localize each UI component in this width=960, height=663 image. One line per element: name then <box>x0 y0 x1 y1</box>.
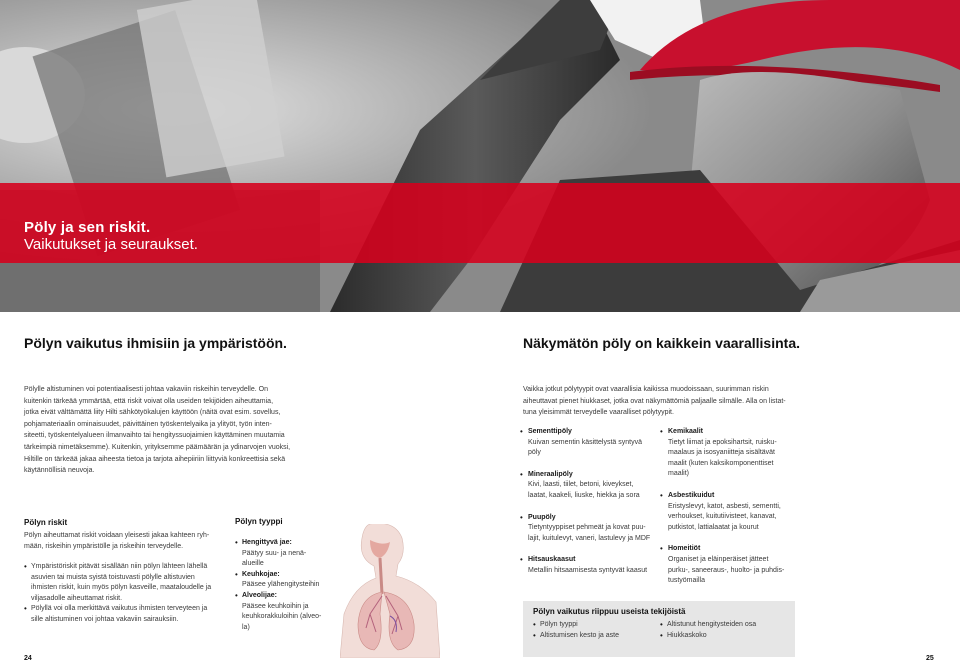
intro-line: Hiltille on tärkeää jakaa aiheesta tietoa ja tarjota aihepiiriin liittyviä konkreettisia sekä <box>24 455 286 463</box>
list-item <box>660 427 810 480</box>
factors-box-title: Pölyn vaikutus riippuu useista tekijöistä <box>533 607 686 616</box>
dust-line: putkistot, lattialaatat ja kourut <box>668 523 759 531</box>
factors-list-right <box>660 620 790 641</box>
dust-line: purku-, saneeraus-, huolto- ja puhdis- <box>668 566 785 574</box>
dust-line: Tietyt liimat ja epoksihartsit, ruisku- <box>668 438 777 446</box>
dust-types-column-2 <box>660 427 810 598</box>
list-item <box>520 427 660 459</box>
hero-photo <box>0 0 960 312</box>
respiratory-anatomy-illustration <box>340 524 440 658</box>
dust-line: tustyömailla <box>668 577 705 585</box>
risks-line: Pölyn aiheuttamat riskit voidaan yleisesti jakaa kahteen ryh- <box>24 532 210 539</box>
dust-line: pöly <box>528 449 541 457</box>
list-item <box>520 555 660 576</box>
intro-line: kuitenkin tärkeää ymmärtää, että riskit voivat olla useiden tekijöiden aiheuttamia, <box>24 397 274 405</box>
bullet-line: sille altistuminen voi johtaa vakaviin sairauksiin. <box>31 615 179 623</box>
intro-line: tuna yleisimmät terveydelle vaaralliset pölytyypit. <box>523 409 674 417</box>
type-line: Päätyy suu- ja nenä- <box>242 549 307 557</box>
type-title: Alveolijae: <box>242 591 278 599</box>
type-line: Pääsee ylähengitysteihin <box>242 581 320 589</box>
right-intro-paragraph <box>523 384 823 419</box>
list-item <box>660 491 810 533</box>
list-item <box>660 544 810 586</box>
dust-line: laatat, kaakeli, liuske, hiekka ja sora <box>528 491 640 499</box>
page-number-left: 24 <box>24 655 32 662</box>
risks-bullet-list <box>24 562 229 626</box>
dust-line: Eristyslevyt, katot, asbesti, sementti, <box>668 502 781 510</box>
dust-line: lajit, kuitulevyt, vaneri, lastulevy ja MDF <box>528 534 651 542</box>
bullet-line: Ympäristöriskit pitävät sisällään niin pölyn lähteen lähellä <box>31 563 208 570</box>
dust-title: • Mineraalipöly <box>528 470 573 478</box>
dust-title: • Homeitiöt <box>668 545 701 553</box>
dust-line: maalit) <box>668 470 690 478</box>
dust-line: maalaus ja isosyaniitteja sisältävät <box>668 449 775 457</box>
dust-line: Tietyntyyppiset pehmeät ja kovat puu- <box>528 524 646 532</box>
banner-subtitle: Vaikutukset ja seuraukset. <box>24 236 198 253</box>
banner-text-block <box>24 220 198 253</box>
type-line: Pääsee keuhkoihin ja <box>242 602 309 610</box>
right-heading: Näkymätön pöly on kaikkein vaarallisinta. <box>523 335 800 351</box>
list-item <box>24 604 229 625</box>
dust-type-list <box>235 538 335 633</box>
intro-line: aiheuttavat pienet hiukkaset, jotka ovat näkymättömiä paljaalle silmälle. Alla on listat- <box>523 397 786 405</box>
risks-paragraph <box>24 531 224 553</box>
types-heading: Pölyn tyyppi <box>235 517 283 526</box>
list-item: • Altistumisen kesto ja aste <box>533 631 653 642</box>
bullet-line: Pölyllä voi olla merkittävä vaikutus ihmisten terveyteen ja <box>31 605 208 613</box>
type-line: la) <box>242 623 250 631</box>
list-item: • Pölyn tyyppi <box>533 620 653 631</box>
list-item: • Hiukkaskoko <box>660 631 790 642</box>
banner-title: Pöly ja sen riskit. <box>24 219 151 236</box>
list-item: • Altistunut hengitysteiden osa <box>660 620 790 631</box>
factors-list-left <box>533 620 653 641</box>
page-number-right: 25 <box>926 655 934 662</box>
worker-photo-illustration <box>0 0 960 312</box>
list-item <box>235 591 335 633</box>
intro-line: Vaikka jotkut pölytyypit ovat vaarallisia kaikissa muodoissaan, suurimman riskin <box>523 386 769 393</box>
list-item <box>235 538 335 570</box>
dust-line: Kuivan sementin käsittelystä syntyvä <box>528 438 642 446</box>
intro-line: Pölylle altistuminen voi potentiaalisesti johtaa vakaviin riskeihin terveydelle. On <box>24 386 268 393</box>
risks-line: mään, riskeihin ympäristölle ja riskeihin terveydelle. <box>24 542 184 550</box>
dust-line: Metallin hitsaamisesta syntyvät kaasut <box>528 566 648 574</box>
bullet-line: asuvien tai muista syistä toistuvasti pölylle altistuvien <box>31 573 195 581</box>
left-heading: Pölyn vaikutus ihmisiin ja ympäristöön. <box>24 335 287 351</box>
dust-line: maalit (kuten kaksikomponenttiset <box>668 459 774 467</box>
bullet-line: ihmisten riskit, kuin myös pölyn kasveille, maataloudelle ja <box>31 584 212 592</box>
dust-line: Organiset ja eläinperäiset jätteet <box>668 555 769 563</box>
type-line: keuhkorakkuloihin (alveo- <box>242 613 322 621</box>
dust-types-column-1 <box>520 427 660 588</box>
dust-line: verhoukset, kuitutiivisteet, kanavat, <box>668 513 777 521</box>
intro-line: pohjamateriaalin ominaisuudet, päivittäinen työskentelyaika ja ylityöt, työn inten- <box>24 420 272 428</box>
dust-title: • Hitsauskaasut <box>528 556 576 564</box>
intro-line: siteetti, työskentelyalueen ilmanvaihto tai hengityssuojaimien käyttäminen muutamia <box>24 432 285 440</box>
type-title: Hengittyvä jae: <box>242 539 292 546</box>
type-title: Keuhkojae: <box>242 570 280 578</box>
intro-line: jotka eivät välttämättä liity Hilti sähkötyökalujen käyttöön (näitä ovat esim. sovellus, <box>24 409 281 417</box>
list-item <box>520 513 660 545</box>
list-item <box>520 470 660 502</box>
dust-line: Kivi, laasti, tiilet, betoni, kiveykset, <box>528 481 634 489</box>
intro-line: tärkeimpiä nimetäksemme). Kuitenkin, yrityksemme päämäärän ja ydinarvojen vuoksi, <box>24 443 291 451</box>
list-item <box>24 562 229 604</box>
bullet-line: viljasadolle aiheuttamat riskit. <box>31 594 123 602</box>
dust-title: • Kemikaalit <box>668 428 704 435</box>
dust-title: • Puupöly <box>528 513 556 521</box>
intro-line: käytännöllisiä neuvoja. <box>24 467 95 475</box>
dust-title: • Asbestikuidut <box>668 491 715 499</box>
left-intro-paragraph <box>24 384 314 477</box>
factors-box <box>523 601 795 657</box>
risks-heading: Pölyn riskit <box>24 518 68 527</box>
list-item <box>235 570 335 591</box>
dust-title: • Sementtipöly <box>528 428 572 435</box>
type-line: alueille <box>242 560 264 568</box>
